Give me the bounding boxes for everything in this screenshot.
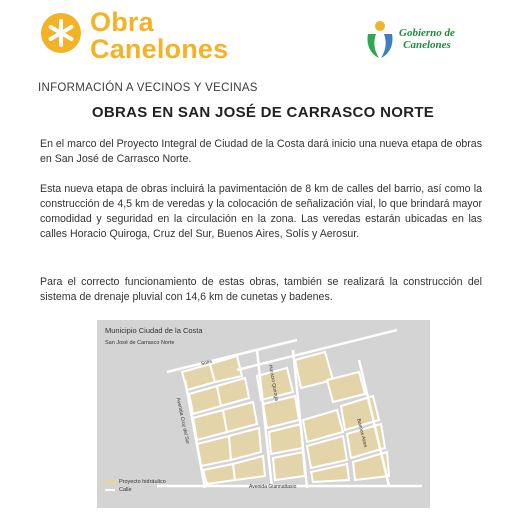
legend-item-street: [105, 486, 166, 494]
obra-canelones-star-icon: [40, 12, 82, 54]
page-title: OBRAS EN SAN JOSÉ DE CARRASCO NORTE: [91, 104, 435, 121]
street-label-giannattasio: Avenida Giannattasio: [249, 484, 297, 490]
paragraph-works: Esta nueva etapa de obras incluirá la pavimentación de 8 km de calles del barrio, así como la construcción de 4,5 km de veredas y la colocación de señalización vial, lo que brindará mayor comodidad y seguridad en la circulación en la zona. Las veredas estarán ubicadas en las calles Horacio Quiroga, Cruz del Sur, Buenos Aires, Solís y Aerosur.: [40, 183, 482, 240]
street-label-horacio-quiroga: Horacio Quiroga: [267, 364, 280, 402]
paragraph-intro: En el marco del Proyecto Integral de Ciudad de la Costa dará inicio una nueva etapa de obras en San José de Carrasco Norte.: [40, 138, 482, 165]
project-map: [97, 320, 430, 508]
page-header: [0, 0, 526, 80]
page-subtitle: INFORMACIÓN A VECINOS Y VECINAS: [38, 82, 258, 94]
street-label-cruz-del-sur: Avenida Cruz del Sur: [174, 397, 191, 445]
map-legend: [105, 478, 166, 494]
gobierno-canelones-emblem-icon: [362, 20, 398, 60]
map-title: Municipio Ciudad de la Costa: [105, 326, 203, 335]
gobierno-canelones-logo: [399, 27, 455, 51]
brand-line-1: Obra: [90, 7, 154, 37]
legend-swatch-street: [105, 489, 115, 491]
legend-swatch-project: [105, 480, 115, 485]
map-subtitle: San José de Carrasco Norte: [105, 340, 175, 346]
brand-line-2: Canelones: [90, 34, 229, 64]
street-label-solis: Solís: [200, 358, 213, 368]
legend-label-street: Calle: [119, 487, 132, 493]
legend-item-project: [105, 478, 166, 486]
gov-line-1: Gobierno de: [399, 27, 455, 39]
paragraph-drainage: Para el correcto funcionamiento de estas obras, también se realizará la construcción del sistema de drenaje pluvial con 14,6 km de cunetas y badenes.: [40, 276, 482, 303]
legend-label-project: Proyecto hidráulico: [119, 479, 166, 485]
street-label-buenos-aires: Buenos Aires: [355, 417, 369, 449]
obra-canelones-logo: [90, 9, 228, 63]
gov-line-2: Canelones: [403, 39, 451, 51]
